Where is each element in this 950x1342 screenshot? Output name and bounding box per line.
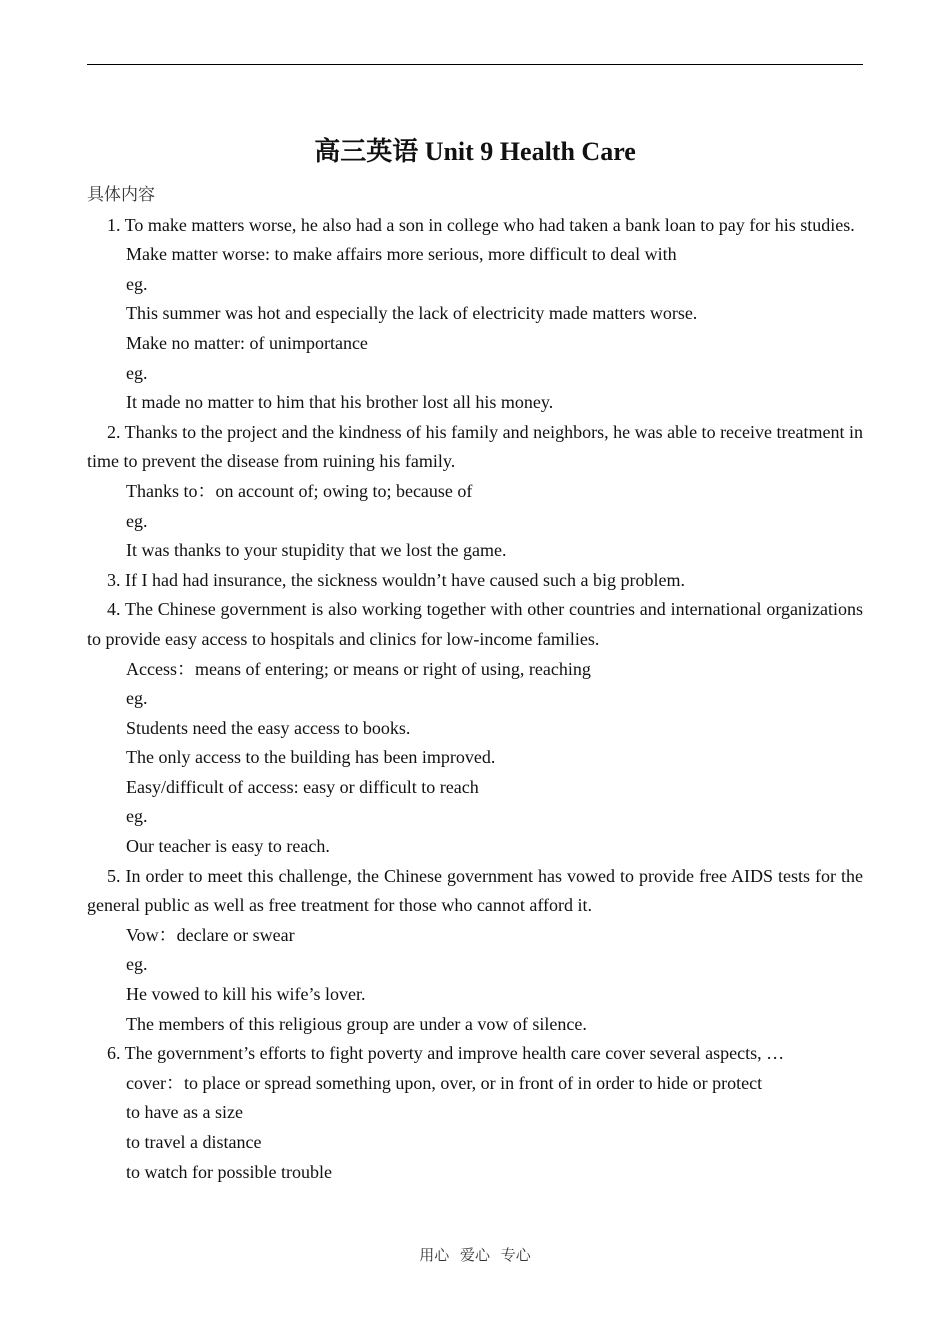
sub-line: to travel a distance [126, 1132, 262, 1152]
sub-line: cover：to place or spread something upon, over, or in front of in order to hide or protect [126, 1072, 763, 1093]
sub-line: eg. [126, 954, 148, 975]
header-rule [87, 64, 863, 65]
sub-line: eg. [126, 688, 148, 709]
sub-line: eg. [126, 362, 148, 383]
sub-line: He vowed to kill his wife’s lover. [126, 984, 366, 1005]
sub-line: Access：means of entering; or means or right of using, reaching [126, 658, 591, 679]
sub-line: eg. [126, 806, 148, 827]
sub-line: The members of this religious group are under a vow of silence. [126, 1013, 587, 1034]
numbered-item: 3. If I had had insurance, the sickness wouldn’t have caused such a big problem. [107, 569, 686, 590]
sub-line: to have as a size [126, 1102, 243, 1123]
numbered-item: 1. To make matters worse, he also had a son in college who had taken a bank loan to pay for his studies. [107, 214, 855, 235]
numbered-item: 4. The Chinese government is also working together with other countries and international organizations to provide easy access to hospitals and clinics for low-income families. [87, 599, 863, 649]
section-label: 具体内容 [87, 185, 155, 205]
sub-line: It was thanks to your stupidity that we lost the game. [126, 540, 507, 561]
sub-line: eg. [126, 273, 148, 294]
sub-line: It made no matter to him that his brother lost all his money. [126, 392, 554, 413]
sub-line: This summer was hot and especially the lack of electricity made matters worse. [126, 303, 698, 324]
document-body [87, 181, 863, 1187]
content-lines [87, 211, 863, 1188]
sub-line: Our teacher is easy to reach. [126, 836, 330, 857]
sub-line: Students need the easy access to books. [126, 717, 411, 738]
numbered-item: 6. The government’s efforts to fight poverty and improve health care cover several aspects, … [107, 1043, 785, 1064]
numbered-item: 2. Thanks to the project and the kindness of his family and neighbors, he was able to receive treatment in time to prevent the disease from ruining his family. [87, 421, 863, 472]
sub-line: Make no matter: of unimportance [126, 332, 368, 353]
sub-line: Easy/difficult of access: easy or difficult to reach [126, 776, 479, 797]
sub-line: Vow：declare or swear [126, 924, 295, 945]
numbered-item: 5. In order to meet this challenge, the Chinese government has vowed to provide free AIDS tests for the general public as well as free treatment for those who cannot afford it. [87, 865, 863, 916]
sub-line: eg. [126, 510, 148, 531]
sub-line: Make matter worse: to make affairs more serious, more difficult to deal with [126, 244, 677, 265]
sub-line: Thanks to：on account of; owing to; because of [126, 480, 473, 501]
sub-line: The only access to the building has been improved. [126, 747, 496, 768]
page-title: 高三英语 Unit 9 Health Care [314, 137, 636, 166]
sub-line: to watch for possible trouble [126, 1161, 332, 1182]
page-footer: 用心 爱心 专心 [419, 1246, 531, 1264]
